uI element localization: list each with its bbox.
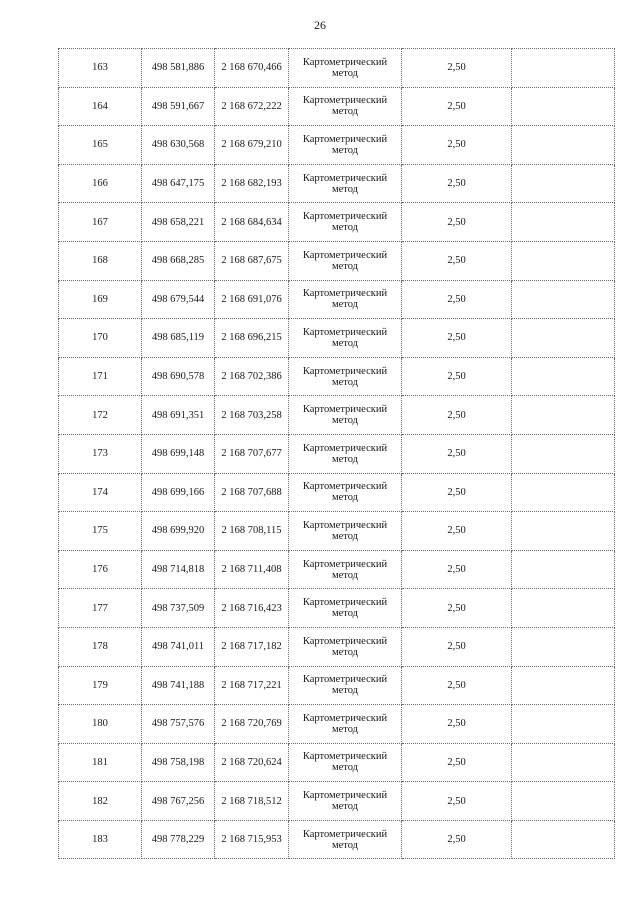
table-row [59, 512, 615, 551]
point-number-cell: 169 [59, 280, 142, 319]
point-number-cell: 183 [59, 820, 142, 859]
point-number-cell: 166 [59, 164, 142, 203]
table-row [59, 241, 615, 280]
y-coordinate-cell: 2 168 703,258 [215, 396, 289, 435]
coordinates-table-body [59, 49, 615, 859]
note-cell [512, 550, 615, 589]
x-coordinate-cell: 498 767,256 [142, 782, 215, 821]
point-number-cell: 165 [59, 126, 142, 165]
y-coordinate-cell: 2 168 702,386 [215, 357, 289, 396]
table-row [59, 820, 615, 859]
note-cell [512, 49, 615, 88]
note-cell [512, 241, 615, 280]
x-coordinate-cell: 498 699,920 [142, 512, 215, 551]
coordinates-table [58, 48, 615, 859]
y-coordinate-cell: 2 168 707,677 [215, 434, 289, 473]
method-cell: Картометрический метод [289, 319, 402, 358]
note-cell [512, 164, 615, 203]
table-row [59, 203, 615, 242]
note-cell [512, 396, 615, 435]
y-coordinate-cell: 2 168 717,182 [215, 627, 289, 666]
method-cell: Картометрический метод [289, 705, 402, 744]
note-cell [512, 280, 615, 319]
note-cell [512, 434, 615, 473]
method-cell: Картометрический метод [289, 126, 402, 165]
accuracy-cell: 2,50 [402, 241, 512, 280]
x-coordinate-cell: 498 591,667 [142, 87, 215, 126]
y-coordinate-cell: 2 168 718,512 [215, 782, 289, 821]
table-row [59, 319, 615, 358]
method-cell: Картометрический метод [289, 87, 402, 126]
point-number-cell: 181 [59, 743, 142, 782]
table-row [59, 396, 615, 435]
accuracy-cell: 2,50 [402, 705, 512, 744]
point-number-cell: 167 [59, 203, 142, 242]
table-row [59, 589, 615, 628]
y-coordinate-cell: 2 168 717,221 [215, 666, 289, 705]
method-cell: Картометрический метод [289, 550, 402, 589]
x-coordinate-cell: 498 658,221 [142, 203, 215, 242]
accuracy-cell: 2,50 [402, 203, 512, 242]
x-coordinate-cell: 498 679,544 [142, 280, 215, 319]
accuracy-cell: 2,50 [402, 473, 512, 512]
point-number-cell: 175 [59, 512, 142, 551]
accuracy-cell: 2,50 [402, 820, 512, 859]
y-coordinate-cell: 2 168 684,634 [215, 203, 289, 242]
accuracy-cell: 2,50 [402, 49, 512, 88]
table-row [59, 473, 615, 512]
y-coordinate-cell: 2 168 715,953 [215, 820, 289, 859]
accuracy-cell: 2,50 [402, 743, 512, 782]
point-number-cell: 171 [59, 357, 142, 396]
table-row [59, 743, 615, 782]
method-cell: Картометрический метод [289, 512, 402, 551]
point-number-cell: 177 [59, 589, 142, 628]
x-coordinate-cell: 498 741,011 [142, 627, 215, 666]
note-cell [512, 589, 615, 628]
method-cell: Картометрический метод [289, 782, 402, 821]
method-cell: Картометрический метод [289, 280, 402, 319]
table-row [59, 164, 615, 203]
point-number-cell: 164 [59, 87, 142, 126]
accuracy-cell: 2,50 [402, 512, 512, 551]
accuracy-cell: 2,50 [402, 782, 512, 821]
point-number-cell: 174 [59, 473, 142, 512]
y-coordinate-cell: 2 168 682,193 [215, 164, 289, 203]
y-coordinate-cell: 2 168 687,675 [215, 241, 289, 280]
x-coordinate-cell: 498 668,285 [142, 241, 215, 280]
accuracy-cell: 2,50 [402, 666, 512, 705]
x-coordinate-cell: 498 581,886 [142, 49, 215, 88]
point-number-cell: 180 [59, 705, 142, 744]
method-cell: Картометрический метод [289, 164, 402, 203]
x-coordinate-cell: 498 737,509 [142, 589, 215, 628]
x-coordinate-cell: 498 690,578 [142, 357, 215, 396]
method-cell: Картометрический метод [289, 49, 402, 88]
accuracy-cell: 2,50 [402, 357, 512, 396]
table-row [59, 126, 615, 165]
point-number-cell: 178 [59, 627, 142, 666]
x-coordinate-cell: 498 758,198 [142, 743, 215, 782]
point-number-cell: 179 [59, 666, 142, 705]
y-coordinate-cell: 2 168 716,423 [215, 589, 289, 628]
y-coordinate-cell: 2 168 670,466 [215, 49, 289, 88]
x-coordinate-cell: 498 757,576 [142, 705, 215, 744]
method-cell: Картометрический метод [289, 589, 402, 628]
note-cell [512, 627, 615, 666]
point-number-cell: 170 [59, 319, 142, 358]
point-number-cell: 176 [59, 550, 142, 589]
page-number: 26 [314, 18, 326, 32]
y-coordinate-cell: 2 168 720,624 [215, 743, 289, 782]
x-coordinate-cell: 498 699,166 [142, 473, 215, 512]
method-cell: Картометрический метод [289, 434, 402, 473]
x-coordinate-cell: 498 647,175 [142, 164, 215, 203]
note-cell [512, 666, 615, 705]
note-cell [512, 782, 615, 821]
note-cell [512, 357, 615, 396]
table-row [59, 87, 615, 126]
accuracy-cell: 2,50 [402, 319, 512, 358]
table-row [59, 49, 615, 88]
method-cell: Картометрический метод [289, 203, 402, 242]
accuracy-cell: 2,50 [402, 434, 512, 473]
x-coordinate-cell: 498 778,229 [142, 820, 215, 859]
table-row [59, 434, 615, 473]
table-row [59, 550, 615, 589]
y-coordinate-cell: 2 168 691,076 [215, 280, 289, 319]
y-coordinate-cell: 2 168 679,210 [215, 126, 289, 165]
table-row [59, 782, 615, 821]
note-cell [512, 820, 615, 859]
x-coordinate-cell: 498 685,119 [142, 319, 215, 358]
y-coordinate-cell: 2 168 720,769 [215, 705, 289, 744]
table-row [59, 280, 615, 319]
table-row [59, 705, 615, 744]
x-coordinate-cell: 498 630,568 [142, 126, 215, 165]
note-cell [512, 203, 615, 242]
note-cell [512, 743, 615, 782]
note-cell [512, 319, 615, 358]
method-cell: Картометрический метод [289, 743, 402, 782]
note-cell [512, 512, 615, 551]
y-coordinate-cell: 2 168 711,408 [215, 550, 289, 589]
note-cell [512, 473, 615, 512]
table-row [59, 627, 615, 666]
point-number-cell: 173 [59, 434, 142, 473]
accuracy-cell: 2,50 [402, 164, 512, 203]
x-coordinate-cell: 498 691,351 [142, 396, 215, 435]
accuracy-cell: 2,50 [402, 627, 512, 666]
method-cell: Картометрический метод [289, 627, 402, 666]
note-cell [512, 126, 615, 165]
accuracy-cell: 2,50 [402, 550, 512, 589]
point-number-cell: 182 [59, 782, 142, 821]
y-coordinate-cell: 2 168 672,222 [215, 87, 289, 126]
point-number-cell: 168 [59, 241, 142, 280]
accuracy-cell: 2,50 [402, 589, 512, 628]
x-coordinate-cell: 498 714,818 [142, 550, 215, 589]
y-coordinate-cell: 2 168 696,215 [215, 319, 289, 358]
note-cell [512, 705, 615, 744]
note-cell [512, 87, 615, 126]
x-coordinate-cell: 498 699,148 [142, 434, 215, 473]
accuracy-cell: 2,50 [402, 396, 512, 435]
accuracy-cell: 2,50 [402, 87, 512, 126]
table-row [59, 666, 615, 705]
y-coordinate-cell: 2 168 707,688 [215, 473, 289, 512]
method-cell: Картометрический метод [289, 666, 402, 705]
x-coordinate-cell: 498 741,188 [142, 666, 215, 705]
point-number-cell: 172 [59, 396, 142, 435]
y-coordinate-cell: 2 168 708,115 [215, 512, 289, 551]
method-cell: Картометрический метод [289, 396, 402, 435]
point-number-cell: 163 [59, 49, 142, 88]
method-cell: Картометрический метод [289, 241, 402, 280]
method-cell: Картометрический метод [289, 820, 402, 859]
method-cell: Картометрический метод [289, 473, 402, 512]
accuracy-cell: 2,50 [402, 126, 512, 165]
accuracy-cell: 2,50 [402, 280, 512, 319]
table-row [59, 357, 615, 396]
method-cell: Картометрический метод [289, 357, 402, 396]
